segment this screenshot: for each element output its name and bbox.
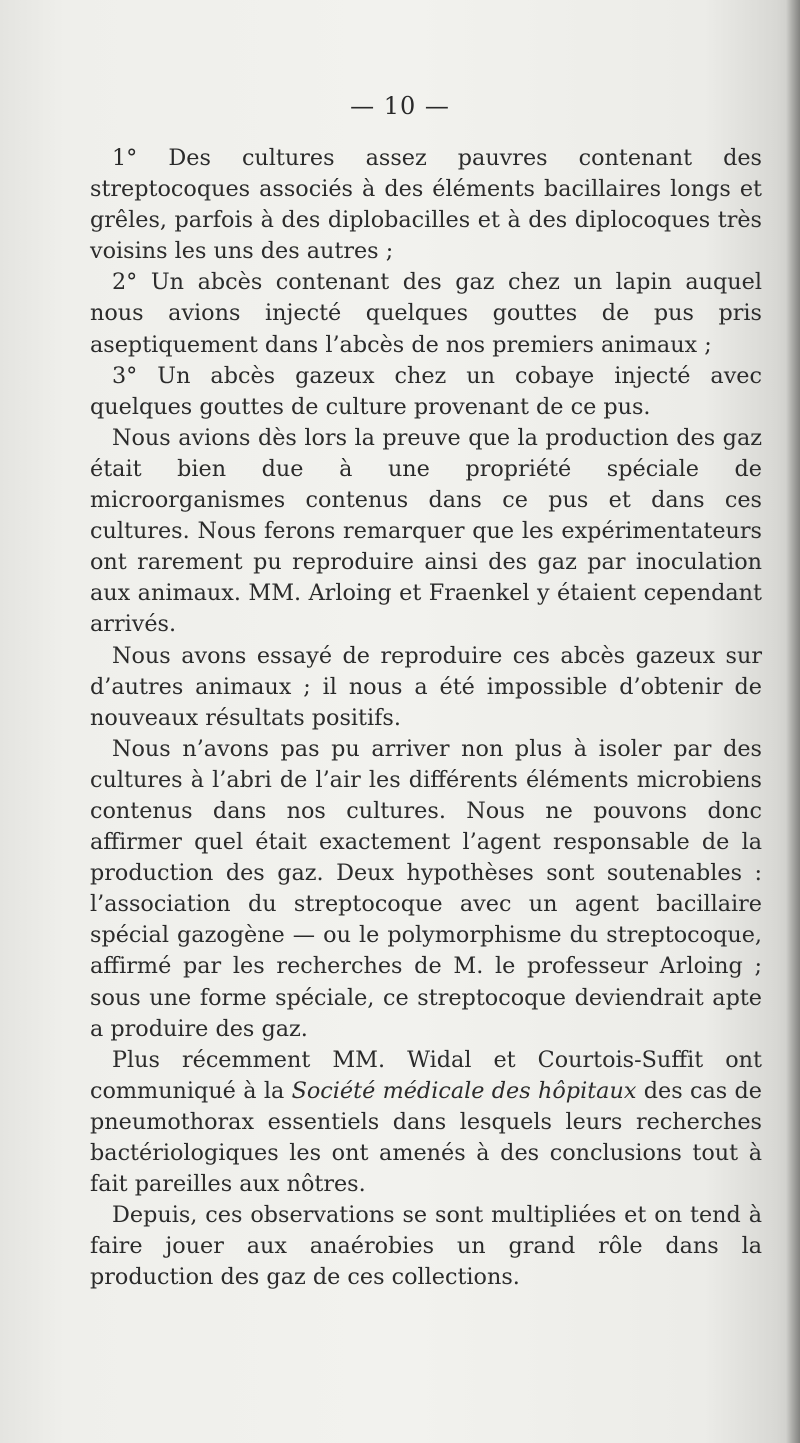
paragraph-1: 1° Des cultures assez pauvres contenant des streptocoques associés à des éléments bacillaires longs et grêles, parfois à des diplobacilles et à des diplocoques très voisins les uns des autres ; <box>90 145 762 265</box>
journal-title: Société médicale des hôpitaux <box>291 1077 637 1104</box>
paragraph-4: Nous avions dès lors la preuve que la production des gaz était bien due à une propriété spéciale de microorganismes contenus dans ce pus et dans ces cultures. Nous ferons remarquer que les expérimentateurs ont rarement pu reproduire ainsi des gaz par inoculation aux animaux. MM. Arloing et Fraenkel y étaient cependant arrivés. <box>90 424 762 638</box>
paragraph-2: 2° Un abcès contenant des gaz chez un lapin auquel nous avions injecté quelques gouttes de pus pris aseptiquement dans l’abcès de nos premiers animaux ; <box>90 269 762 358</box>
paragraph-5: Nous avons essayé de reproduire ces abcès gazeux sur d’autres animaux ; il nous a été impossible d’obtenir de nouveaux résultats positifs. <box>90 642 762 731</box>
body-text <box>90 143 762 1293</box>
paragraph-8: Depuis, ces observations se sont multipliées et on tend à faire jouer aux anaérobies un grand rôle dans la production des gaz de ces collections. <box>90 1202 762 1291</box>
paragraph-3: 3° Un abcès gazeux chez un cobaye injecté avec quelques gouttes de culture provenant de ce pus. <box>90 362 762 420</box>
page-number: — 10 — <box>350 92 450 120</box>
paragraph-7-end: des cas de pneumothorax essentiels dans lesquels leurs recherches bactériologiques les ont amenés à des conclusions tout à fait pareilles aux nôtres. <box>90 1077 762 1198</box>
paragraph-7-start: Plus récemment MM. Widal et Courtois-Suffit ont communiqué à la <box>90 1046 762 1104</box>
page-edge-shadow <box>786 0 800 1443</box>
paragraph-7 <box>90 1045 762 1200</box>
paragraph-6: Nous n’avons pas pu arriver non plus à isoler par des cultures à l’abri de l’air les différents éléments microbiens contenus dans nos cultures. Nous ne pouvons donc affirmer quel était exactement l’agent responsable de la production des gaz. Deux hypothèses sont soutenables : l’association du streptocoque avec un agent bacillaire spécial gazogène — ou le polymorphisme du streptocoque, affirmé par les recherches de M. le professeur Arloing ; sous une forme spéciale, ce streptocoque deviendrait apte a produire des gaz. <box>90 735 762 1042</box>
